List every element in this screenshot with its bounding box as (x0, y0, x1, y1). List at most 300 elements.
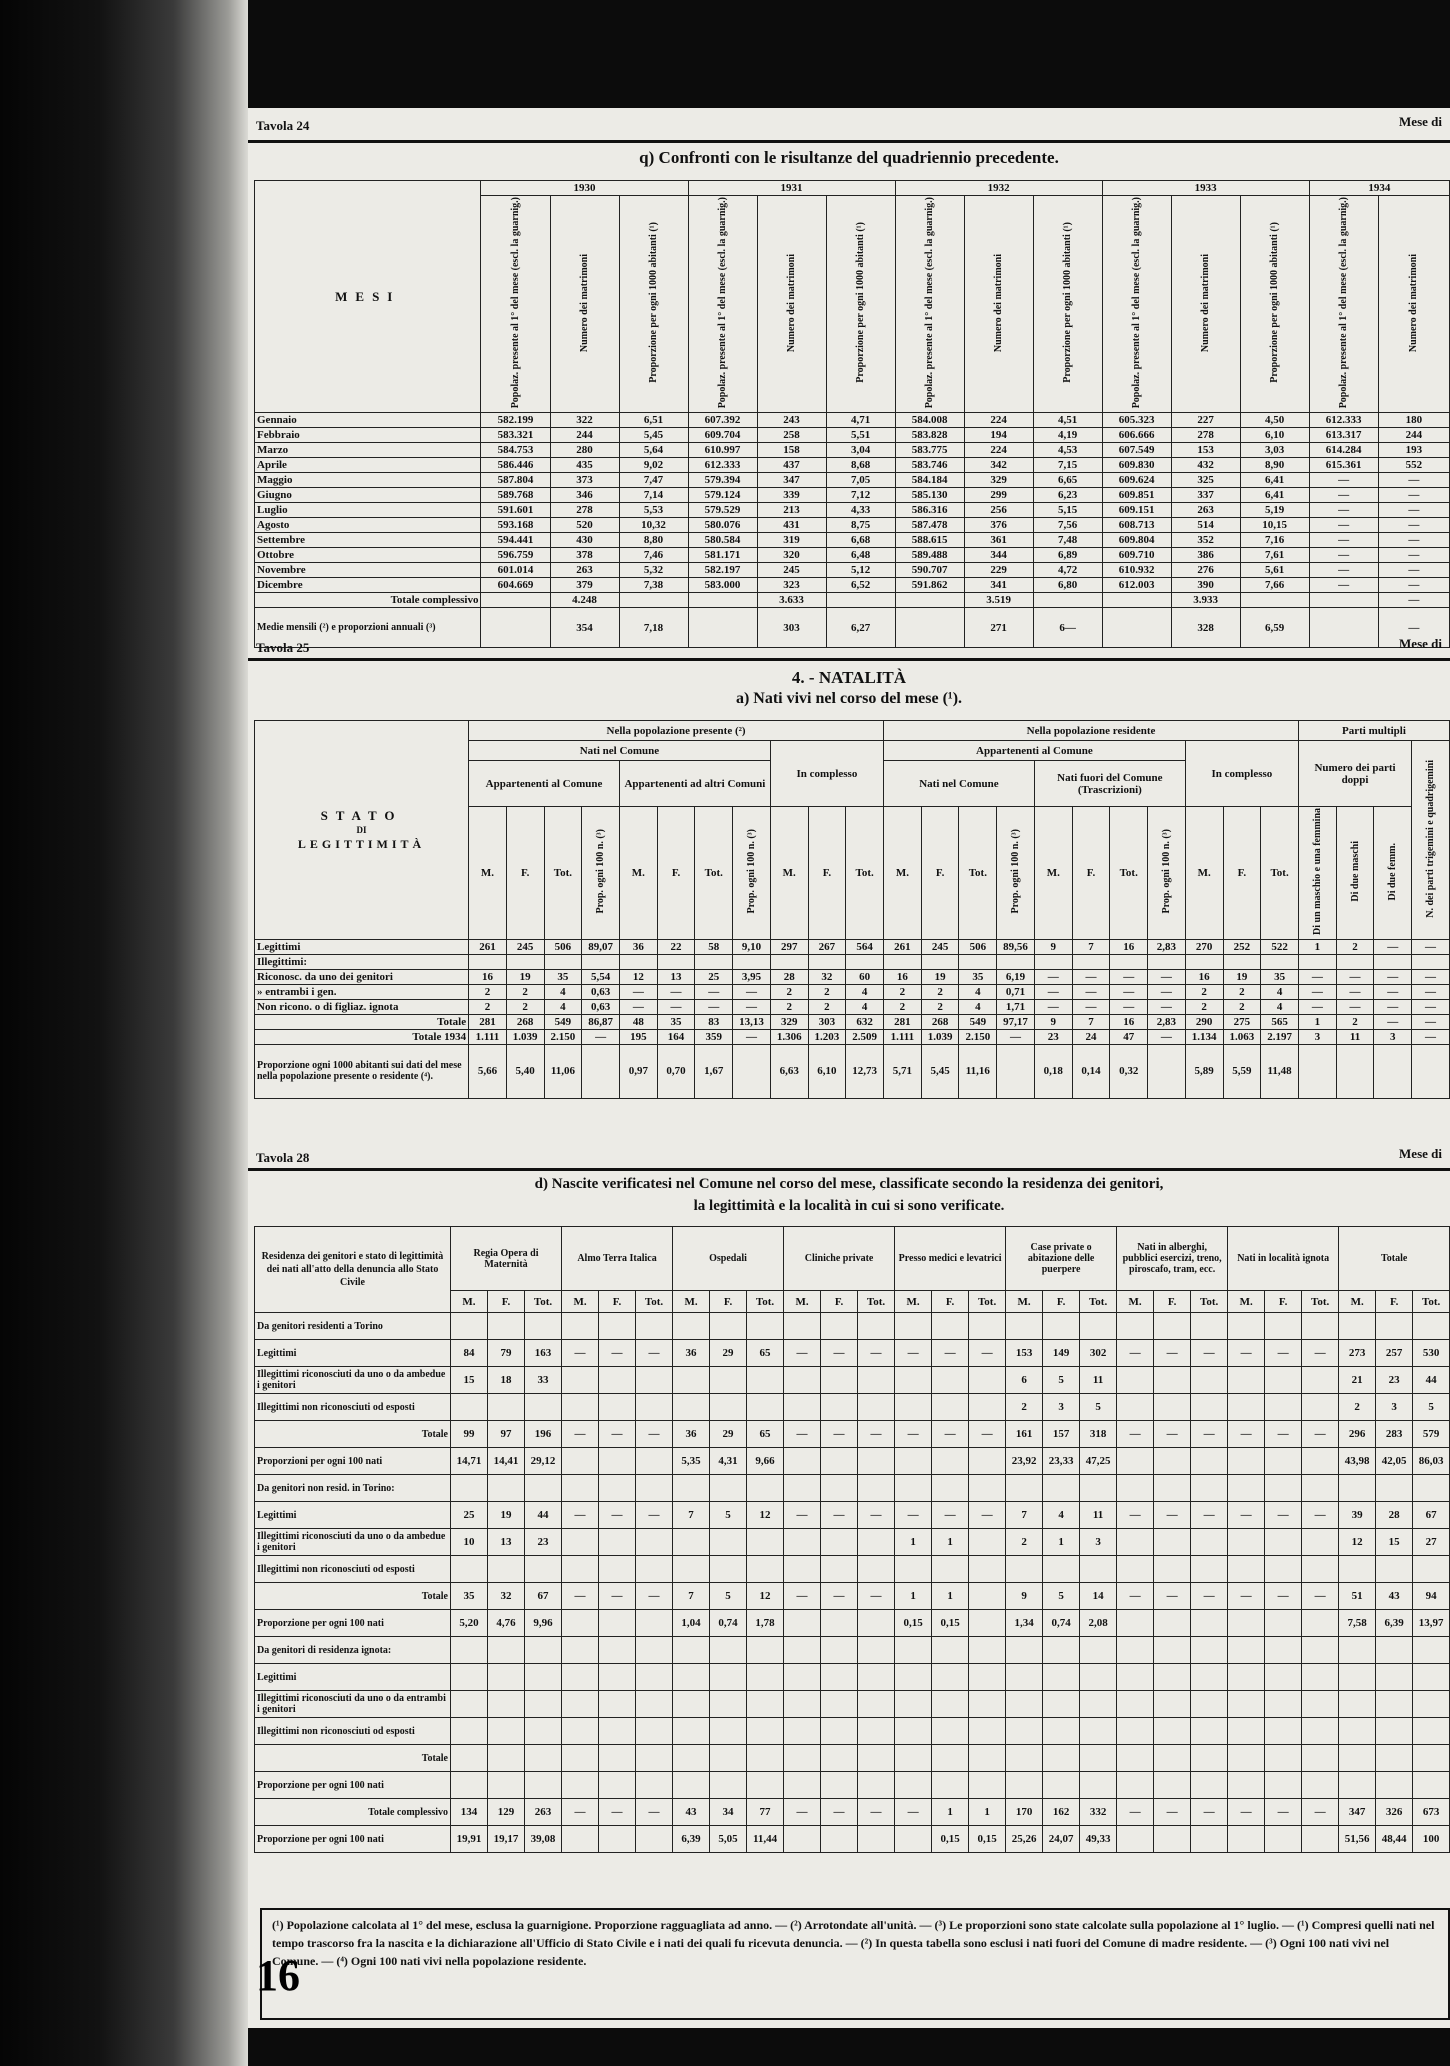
month-label: Aprile (255, 458, 481, 473)
place-value (1117, 1826, 1154, 1853)
birth-value: — (733, 999, 771, 1014)
place-value (1265, 1610, 1302, 1637)
birth-value: 11 (1336, 1029, 1374, 1044)
place-value (1302, 1691, 1339, 1718)
birth-value: 1 (1298, 939, 1336, 954)
month-value: 6,41 (1240, 473, 1309, 488)
month-value: 6,80 (1033, 578, 1102, 593)
place-value (1376, 1718, 1413, 1745)
place-value: — (1191, 1502, 1228, 1529)
col-header-text: Popolaz. presente al 1° del mese (escl. la guarnig.) (1131, 197, 1143, 409)
place-row-label: Proporzione per ogni 100 nati (255, 1772, 451, 1799)
place-value (636, 1529, 673, 1556)
place-value (1413, 1745, 1450, 1772)
place-value: — (1154, 1502, 1191, 1529)
birth-value: 4 (959, 999, 997, 1014)
place-value (747, 1529, 784, 1556)
birth-value: 2 (506, 999, 544, 1014)
month-value: — (1378, 533, 1449, 548)
month-value: 431 (757, 518, 826, 533)
place-value: 0,15 (969, 1826, 1006, 1853)
place-value: 129 (488, 1799, 525, 1826)
place-value: 79 (488, 1340, 525, 1367)
place-value (673, 1691, 710, 1718)
place-row (255, 1691, 1450, 1718)
place-value (784, 1826, 821, 1853)
section-c-title-line1: d) Nascite verificatesi nel Comune nel corso del mese, classificate secondo la residenza dei genitori, (534, 1176, 1164, 1192)
prop-header-text: Prop. ogni 100 n. (³) (1010, 829, 1022, 914)
birth-value: 297 (770, 939, 808, 954)
place-value: 3 (1376, 1394, 1413, 1421)
place-value: — (1191, 1583, 1228, 1610)
birth-row-label: » entrambi i gen. (255, 984, 469, 999)
place-value: — (821, 1502, 858, 1529)
mft-header: Tot. (1191, 1291, 1228, 1313)
place-row-label: Totale complessivo (255, 1799, 451, 1826)
place-value (599, 1826, 636, 1853)
mft-header: M. (619, 807, 657, 940)
month-value: 7,61 (1240, 548, 1309, 563)
birth-value: — (1298, 969, 1336, 984)
mft-header: F. (488, 1291, 525, 1313)
place-value (525, 1772, 562, 1799)
place-value (895, 1718, 932, 1745)
birth-value (808, 954, 846, 969)
section-a-title: q) Confronti con le risultanze del quadriennio precedente. (639, 148, 1059, 167)
month-value: 583.746 (895, 458, 964, 473)
place-value: — (1154, 1583, 1191, 1610)
birth-value: 2.197 (1261, 1029, 1299, 1044)
month-label: Gennaio (255, 413, 481, 428)
birth-row-label: Non ricono. o di figliaz. ignota (255, 999, 469, 1014)
place-value: 296 (1339, 1421, 1376, 1448)
month-value: 520 (550, 518, 619, 533)
place-value: — (932, 1421, 969, 1448)
birth-value: 0,97 (619, 1044, 657, 1098)
month-value: 580.076 (688, 518, 757, 533)
place-value: 134 (451, 1799, 488, 1826)
birth-value: — (1374, 969, 1412, 984)
place-value: 35 (451, 1583, 488, 1610)
place-value (1043, 1718, 1080, 1745)
parti-col-text: Di due maschi (1349, 841, 1361, 902)
medie-prop: 6,27 (826, 608, 895, 648)
birth-row-label: Proporzione ogni 1000 abitanti sui dati del mese nella popolazione presente o residente (⁴). (255, 1044, 469, 1098)
month-value: 278 (550, 503, 619, 518)
place-value (562, 1610, 599, 1637)
place-value (932, 1691, 969, 1718)
place-value: 21 (1339, 1367, 1376, 1394)
birth-value: 164 (657, 1029, 695, 1044)
col-header-text: Popolaz. presente al 1° del mese (escl. la guarnig.) (1338, 197, 1350, 409)
place-value: 1 (1043, 1529, 1080, 1556)
mft-header: F. (710, 1291, 747, 1313)
place-value (1117, 1313, 1154, 1340)
birth-value: 9 (1034, 939, 1072, 954)
col-header-text: Numero dei matrimoni (786, 253, 798, 352)
place-value (1376, 1313, 1413, 1340)
place-value (821, 1529, 858, 1556)
month-value: 437 (757, 458, 826, 473)
birth-row-label: Illegittimi: (255, 954, 469, 969)
natalita-subtitle: a) Nati vivi nel corso del mese (¹). (735, 690, 963, 707)
month-value: — (1309, 533, 1378, 548)
month-value: 379 (550, 578, 619, 593)
month-value: 583.321 (481, 428, 550, 443)
birth-value: 1.063 (1223, 1029, 1261, 1044)
place-value (1413, 1556, 1450, 1583)
place-value (1265, 1745, 1302, 1772)
medie-value: 303 (757, 608, 826, 648)
place-value (1228, 1664, 1265, 1691)
month-value: 583.828 (895, 428, 964, 443)
natalita-title: 4. - NATALITÀ (791, 668, 907, 687)
birth-value: 2 (469, 999, 507, 1014)
month-value: 579.394 (688, 473, 757, 488)
birth-value: 2 (1223, 984, 1261, 999)
month-value: 612.003 (1102, 578, 1171, 593)
month-value: 430 (550, 533, 619, 548)
mft-header: Tot. (544, 807, 582, 940)
place-value (932, 1637, 969, 1664)
place-value (562, 1772, 599, 1799)
birth-value: — (1374, 984, 1412, 999)
place-value (1265, 1691, 1302, 1718)
mft-header: M. (673, 1291, 710, 1313)
section-c-title-line2: la legittimità e la località in cui si sono verificate. (693, 1198, 1005, 1214)
place-value (1265, 1664, 1302, 1691)
place-value: 11 (1080, 1502, 1117, 1529)
month-value: 4,71 (826, 413, 895, 428)
month-value: 609.704 (688, 428, 757, 443)
month-value: — (1309, 503, 1378, 518)
month-value: 10,15 (1240, 518, 1309, 533)
place-value: 13 (488, 1529, 525, 1556)
place-value (562, 1637, 599, 1664)
place-value: 0,15 (932, 1610, 969, 1637)
place-value: 28 (1376, 1502, 1413, 1529)
place-value (858, 1394, 895, 1421)
month-value: 596.759 (481, 548, 550, 563)
place-value (1154, 1448, 1191, 1475)
birth-value: 268 (921, 1014, 959, 1029)
complesso-header: In complesso (770, 741, 883, 807)
col-header-1933-2 (1240, 196, 1309, 413)
place-value (1154, 1475, 1191, 1502)
place-value (858, 1826, 895, 1853)
place-value (784, 1772, 821, 1799)
place-value (1302, 1313, 1339, 1340)
col-header-text: Proporzione per ogni 1000 abitanti (¹) (1062, 222, 1074, 383)
place-value (969, 1664, 1006, 1691)
place-value: 273 (1339, 1340, 1376, 1367)
presente-group-header: Nella popolazione presente (²) (469, 721, 884, 741)
place-value (1413, 1664, 1450, 1691)
place-row-label: Legittimi (255, 1664, 451, 1691)
place-value: — (784, 1502, 821, 1529)
birth-value: 2 (808, 984, 846, 999)
place-value (858, 1610, 895, 1637)
birth-value (657, 954, 695, 969)
place-value (636, 1691, 673, 1718)
place-value (821, 1448, 858, 1475)
place-value (1080, 1772, 1117, 1799)
place-value: — (599, 1421, 636, 1448)
place-value (1302, 1556, 1339, 1583)
medie-row (255, 608, 1450, 648)
month-value: 432 (1171, 458, 1240, 473)
place-value (451, 1718, 488, 1745)
place-value (451, 1664, 488, 1691)
place-value: — (599, 1340, 636, 1367)
place-group-header: Nati in località ignota (1228, 1227, 1339, 1291)
place-row-label: Proporzione per ogni 100 nati (255, 1826, 451, 1853)
place-value (895, 1313, 932, 1340)
place-value (821, 1637, 858, 1664)
empty-cell (688, 593, 757, 608)
birth-row-label: Riconosc. da uno dei genitori (255, 969, 469, 984)
place-value (858, 1556, 895, 1583)
birth-value: — (1034, 969, 1072, 984)
month-value: 609.851 (1102, 488, 1171, 503)
birth-value: 2,83 (1148, 1014, 1186, 1029)
place-value: 1,78 (747, 1610, 784, 1637)
place-value (821, 1745, 858, 1772)
place-value (784, 1691, 821, 1718)
place-value (932, 1313, 969, 1340)
birth-value: — (695, 984, 733, 999)
mft-header: F. (1265, 1291, 1302, 1313)
place-value (1191, 1691, 1228, 1718)
place-value: 44 (525, 1502, 562, 1529)
place-value: 153 (1006, 1340, 1043, 1367)
birth-value: 5,71 (884, 1044, 922, 1098)
col-header-1932-2 (1033, 196, 1102, 413)
place-value (1302, 1718, 1339, 1745)
birth-value: 4 (1261, 999, 1299, 1014)
birth-row (255, 1014, 1450, 1029)
prop-header (1148, 807, 1186, 940)
birth-value: — (619, 999, 657, 1014)
month-value: 609.710 (1102, 548, 1171, 563)
mft-header: F. (1376, 1291, 1413, 1313)
place-value (636, 1637, 673, 1664)
birth-value (695, 954, 733, 969)
birth-value: — (1072, 999, 1110, 1014)
birth-value: 3 (1298, 1029, 1336, 1044)
place-value (488, 1394, 525, 1421)
place-value (673, 1475, 710, 1502)
place-value: 36 (673, 1421, 710, 1448)
col-header-text: Proporzione per ogni 1000 abitanti (¹) (1269, 222, 1281, 383)
page-number: 16 (256, 1951, 300, 2000)
place-row (255, 1421, 1450, 1448)
place-value: 302 (1080, 1340, 1117, 1367)
place-value (858, 1367, 895, 1394)
place-value (969, 1772, 1006, 1799)
place-value (1339, 1718, 1376, 1745)
place-row (255, 1448, 1450, 1475)
mft-header: M. (1228, 1291, 1265, 1313)
month-label: Maggio (255, 473, 481, 488)
birth-value: 19 (1223, 969, 1261, 984)
month-value: 5,61 (1240, 563, 1309, 578)
month-value: 610.997 (688, 443, 757, 458)
place-value (1228, 1475, 1265, 1502)
birth-value: 6,63 (770, 1044, 808, 1098)
birth-value: 89,07 (582, 939, 620, 954)
birth-value: 549 (959, 1014, 997, 1029)
place-value (1228, 1313, 1265, 1340)
place-value (599, 1313, 636, 1340)
place-value (599, 1718, 636, 1745)
birth-value: 86,87 (582, 1014, 620, 1029)
place-row (255, 1718, 1450, 1745)
birth-value (733, 954, 771, 969)
mft-header: Tot. (858, 1291, 895, 1313)
month-label: Luglio (255, 503, 481, 518)
place-value: — (562, 1340, 599, 1367)
section-b-top-rule (248, 658, 1450, 661)
month-value: 4,33 (826, 503, 895, 518)
place-value: — (895, 1421, 932, 1448)
birth-value: 35 (959, 969, 997, 984)
parti-col-text: Di un maschio e una femmina (1311, 808, 1323, 935)
birth-value: 2 (1185, 984, 1223, 999)
birth-value: — (1374, 999, 1412, 1014)
col-header-text: Popolaz. presente al 1° del mese (escl. la guarnig.) (509, 197, 521, 409)
place-value (562, 1745, 599, 1772)
place-value (710, 1691, 747, 1718)
place-value (525, 1691, 562, 1718)
birth-value: 35 (544, 969, 582, 984)
place-value (784, 1313, 821, 1340)
birth-value: 4 (544, 999, 582, 1014)
place-value: — (895, 1799, 932, 1826)
place-value (599, 1529, 636, 1556)
place-value: 14 (1080, 1583, 1117, 1610)
mft-header: F. (1072, 807, 1110, 940)
place-value (1154, 1745, 1191, 1772)
place-value (932, 1394, 969, 1421)
place-value: — (821, 1421, 858, 1448)
place-value: 23,33 (1043, 1448, 1080, 1475)
place-value (1339, 1637, 1376, 1664)
month-value: 244 (1378, 428, 1449, 443)
birth-value: 2.150 (544, 1029, 582, 1044)
month-value: 581.171 (688, 548, 757, 563)
col-header-text: Popolaz. presente al 1° del mese (escl. la guarnig.) (924, 197, 936, 409)
month-value: — (1378, 473, 1449, 488)
place-value: 43 (673, 1799, 710, 1826)
birth-value (469, 954, 507, 969)
place-value: 5,20 (451, 1610, 488, 1637)
month-value: 194 (964, 428, 1033, 443)
month-value: 329 (964, 473, 1033, 488)
birth-value: 0,14 (1072, 1044, 1110, 1098)
tavola-28-label: Tavola 28 (256, 1150, 310, 1165)
month-value: 607.392 (688, 413, 757, 428)
birth-value: — (1072, 969, 1110, 984)
place-value (710, 1745, 747, 1772)
place-value (784, 1610, 821, 1637)
place-value (562, 1718, 599, 1745)
place-value: 6,39 (1376, 1610, 1413, 1637)
section-a-top-rule (248, 140, 1450, 143)
month-value: 4,50 (1240, 413, 1309, 428)
document-page (248, 108, 1450, 2028)
birth-value: 48 (619, 1014, 657, 1029)
birth-value: 16 (469, 969, 507, 984)
month-value: 243 (757, 413, 826, 428)
place-value (784, 1529, 821, 1556)
birth-value (582, 1044, 620, 1098)
place-value (1302, 1637, 1339, 1664)
month-row (255, 473, 1450, 488)
place-row (255, 1799, 1450, 1826)
month-value: 347 (757, 473, 826, 488)
birth-row (255, 939, 1450, 954)
month-value: 7,15 (1033, 458, 1102, 473)
birth-value (1336, 1044, 1374, 1098)
place-value: — (636, 1799, 673, 1826)
mft-header: M. (562, 1291, 599, 1313)
birth-value: — (1034, 999, 1072, 1014)
place-value (821, 1718, 858, 1745)
birth-value: — (1412, 939, 1450, 954)
prop-header-text: Prop. ogni 100 n. (³) (745, 829, 757, 914)
place-value (636, 1556, 673, 1583)
place-group-header: Almo Terra Italica (562, 1227, 673, 1291)
place-value (821, 1475, 858, 1502)
place-value (821, 1394, 858, 1421)
month-value: 610.932 (1102, 563, 1171, 578)
birth-value: 16 (1110, 1014, 1148, 1029)
month-value: 299 (964, 488, 1033, 503)
place-value: 149 (1043, 1340, 1080, 1367)
place-value (562, 1556, 599, 1583)
place-value (1154, 1826, 1191, 1853)
mft-header: M. (784, 1291, 821, 1313)
birth-value: 4 (846, 984, 884, 999)
place-value: — (821, 1583, 858, 1610)
place-value: 77 (747, 1799, 784, 1826)
empty-cell (1309, 608, 1378, 648)
month-value: 8,68 (826, 458, 895, 473)
place-row (255, 1475, 1450, 1502)
place-value: — (562, 1502, 599, 1529)
birth-value: 1.111 (884, 1029, 922, 1044)
place-value (525, 1664, 562, 1691)
birth-value (506, 954, 544, 969)
place-value: — (969, 1340, 1006, 1367)
place-row (255, 1556, 1450, 1583)
month-value: — (1378, 488, 1449, 503)
month-value: 6,68 (826, 533, 895, 548)
mft-header: F. (657, 807, 695, 940)
birth-value: — (997, 1029, 1035, 1044)
birth-value: 267 (808, 939, 846, 954)
place-row (255, 1664, 1450, 1691)
birth-value: 564 (846, 939, 884, 954)
birth-value: 2 (1223, 999, 1261, 1014)
place-row-label: Legittimi (255, 1340, 451, 1367)
place-value (1302, 1826, 1339, 1853)
place-value: — (1228, 1421, 1265, 1448)
place-value: 19,91 (451, 1826, 488, 1853)
place-value (1376, 1556, 1413, 1583)
year-header-1930: 1930 (481, 181, 688, 196)
